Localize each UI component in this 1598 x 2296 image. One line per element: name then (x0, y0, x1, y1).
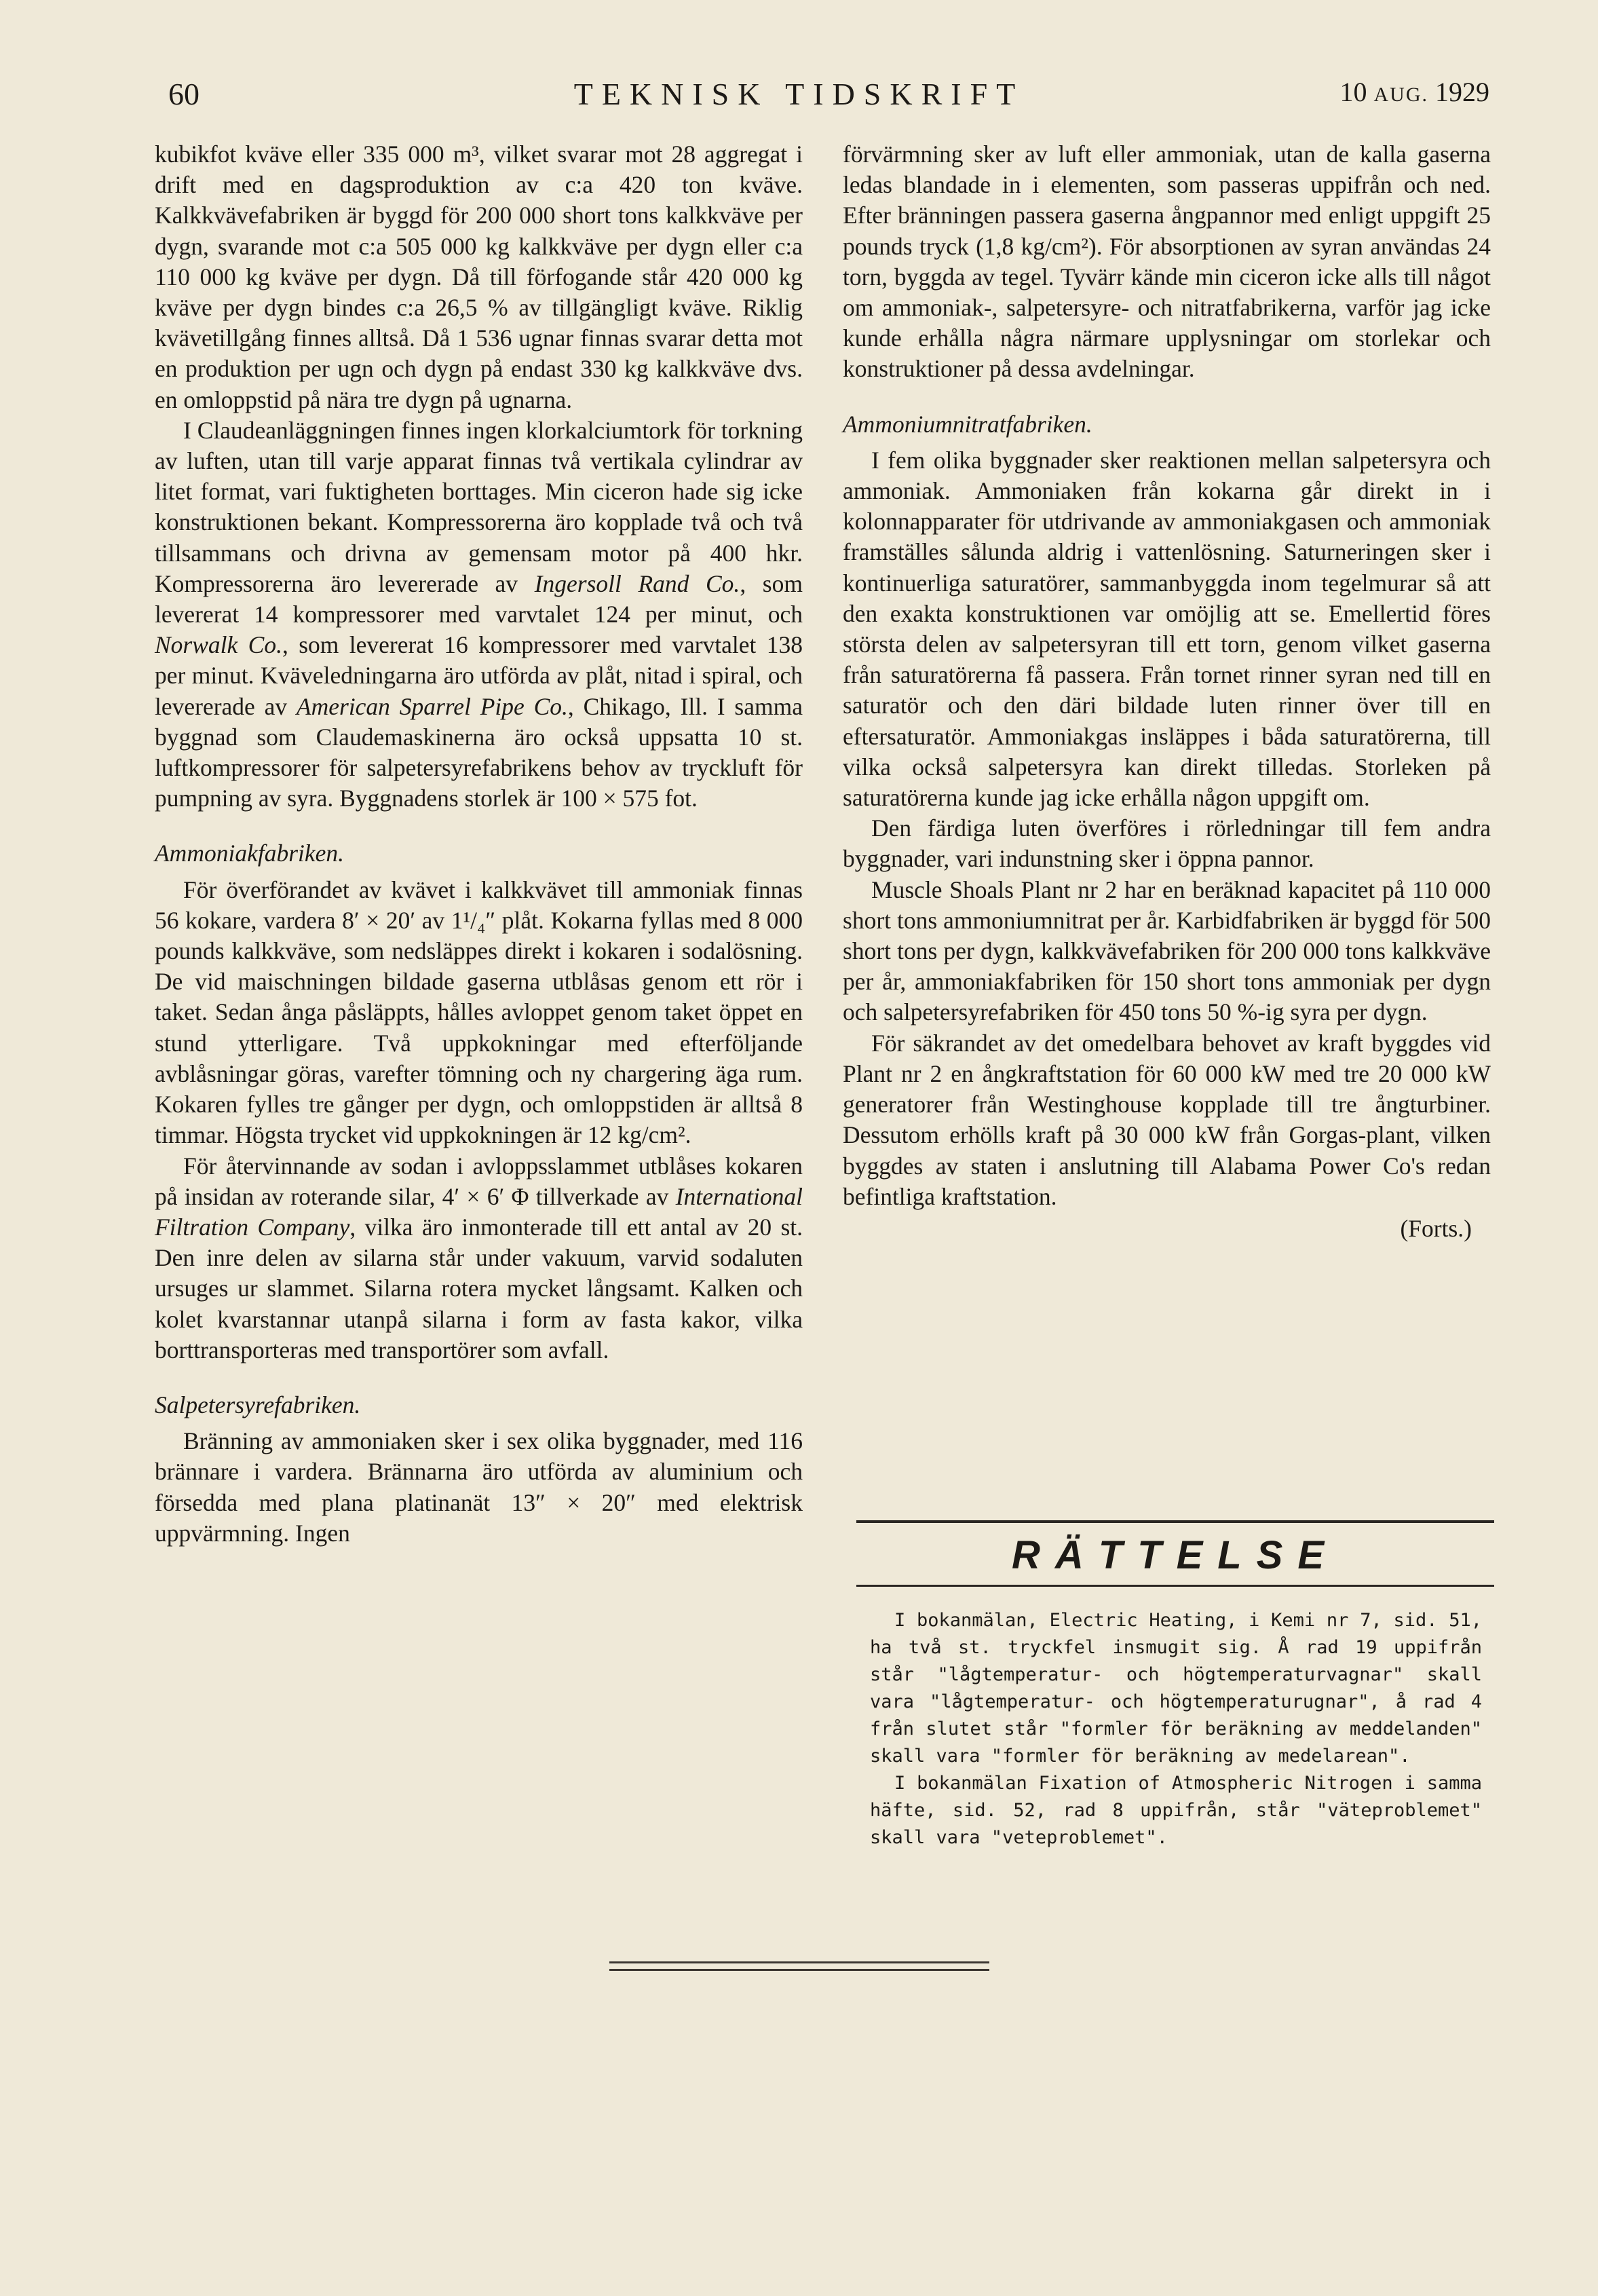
paragraph: I Claudeanläggningen finnes ingen klorkalciumtork för torkning av luften, utan till varje apparat finnas två vertikala cylindrar av litet format, vari fuktigheten borttages. Min ciceron hade sig icke konstruktionen bekant. Kompressorerna äro kopplade två och två tillsammans och drivna av gemensam motor på 400 hkr. Kompressorerna äro levererade av Ingersoll Rand Co., som levererat 14 kompressorer med varvtalet 124 per minut, och Norwalk Co., som levererat 16 kompressorer med varvtalet 138 per minut. Kväveledningarna äro utförda av plåt, nitad i spiral, och levererade av American Sparrel Pipe Co., Chikago, Ill. I samma byggnad som Claudemaskinerna äro också uppsatta 10 st. luftkompressorer för salpetersyrefabrikens behov av tryckluft för pumpning av syra. Byggnadens storlek är 100 × 575 fot. (155, 416, 803, 812)
left-column (155, 139, 803, 1549)
correction-body (856, 1607, 1494, 1851)
paragraph: Muscle Shoals Plant nr 2 har en beräknad kapacitet på 110 000 short tons ammoniumnitrat per år. Karbidfabriken är byggd för 500 short tons per dygn, kalkkvävefabriken för 200 000 tons kalkkväve per år, ammoniakfabriken för 150 short tons ammoniak per dygn och salpetersyrefabriken för 450 tons 50 %-ig syra per dygn. (843, 876, 1491, 1026)
page-number: 60 (168, 77, 199, 111)
paragraph: För återvinnande av sodan i avloppsslammet utblåses kokaren på insidan av roterande silar, 4′ × 6′ Φ tillverkade av International Filtration Company, vilka äro inmonterade till ett antal av 20 st. Den inre delen av silarna står under vakuum, varvid sodaluten ursuges ur slammet. Silarna rotera mycket långsamt. Kalken och kolet kvarstannar utanpå silarna i form av fasta kakor, vilka borttransporteras med transportörer som avfall. (155, 1152, 803, 1363)
issue-month: AUG. (1373, 83, 1428, 106)
divider (856, 1585, 1494, 1587)
paragraph: För överförandet av kvävet i kalkkvävet till ammoniak finnas 56 kokare, vardera 8′ × 20′ av 1¹/₄″ plåt. Kokarna fyllas med 8 000 pounds kalkkväve, som nedsläppes direkt i kokaren i sodalösning. De vid maischningen bildade gaserna utblåsas genom ett rör i taket. Sedan ånga påsläppts, hålles avloppet genom taket öppet en stund ytterligare. Två uppkokningar med efterföljande avblåsningar göras, varefter tömning och ny chargering äga rum. Kokaren fylles tre gånger per dygn, och omloppstiden är alltså 8 timmar. Högsta trycket vid uppkokningen är 12 kg/cm². (155, 876, 803, 1149)
divider (609, 1961, 989, 1963)
end-divider (609, 1961, 989, 1976)
issue-year: 1929 (1435, 77, 1489, 107)
issue-day: 10 (1339, 77, 1367, 107)
paragraph: kubikfot kväve eller 335 000 m³, vilket svarar mot 28 aggregat i drift med en dagsproduktion av c:a 420 ton kväve. Kalkkvävefabriken är byggd för 200 000 short tons kalkkväve per dygn, svarande mot c:a 505 000 kg kalkkväve per dygn eller c:a 110 000 kg kväve per dygn. Då till förfogande står 420 000 kg kväve per dygn bindes c:a 26,5 % av tillgängligt kväve. Riklig kvävetillgång finnes alltså. Då 1 536 ugnar finnas svarar detta mot en produktion per ugn och dygn på endast 330 kg kalkkväve dvs. en omloppstid på nära tre dygn på ugnarna. (155, 140, 803, 413)
paragraph: förvärmning sker av luft eller ammoniak, utan de kalla gaserna ledas blandade in i elementen, som passeras uppifrån och ned. Efter bränningen passera gaserna ångpannor med enligt uppgift 25 pounds tryck (1,8 kg/cm²). För absorptionen av syran användas 24 torn, byggda av tegel. Tyvärr kände min ciceron icke alls till något om ammoniak-, salpetersyre- och nitratfabrikerna, varför jag icke kunde erhålla några närmare upplysningar om storlekar och konstruktioner på dessa avdelningar. (843, 140, 1491, 383)
issue-date (1340, 76, 1490, 108)
section-heading: Ammoniakfabriken. (155, 840, 345, 867)
paragraph: Den färdiga luten överföres i rörledningar till fem andra byggnader, vari indunstning sker i öppna pannor. (843, 814, 1491, 873)
continued-note: (Forts.) (1400, 1214, 1472, 1242)
company-name: American Sparrel Pipe Co. (296, 692, 568, 720)
company-name: Norwalk Co. (155, 631, 282, 659)
paragraph: I bokanmälan, Electric Heating, i Kemi nr 7, sid. 51, ha två st. tryckfel insmugit sig. Å rad 19 uppifrån står "lågtemperatur- och högtemperaturvagnar" skall vara "lågtemperatur- och högtemperaturugnar", å rad 4 från slutet står "formler för beräkning av meddelanden" skall vara "formler för beräkning av medelarean". (870, 1610, 1482, 1767)
paragraph: I bokanmälan Fixation of Atmospheric Nitrogen i samma häfte, sid. 52, rad 8 uppifrån, står "väteproblemet" skall vara "veteproblemet". (870, 1773, 1482, 1848)
paragraph: För säkrandet av det omedelbara behovet av kraft byggdes vid Plant nr 2 en ångkraftstation för 60 000 kW med tre 20 000 kW generatorer från Westinghouse kopplade till tre ångturbiner. Dessutom erhölls kraft på 30 000 kW från Gorgas-plant, vilken byggdes av staten i anslutning till Alabama Power Co's redan befintliga kraftstation. (843, 1029, 1491, 1210)
paragraph: Bränning av ammoniaken sker i sex olika byggnader, med 116 brännare i vardera. Brännarna äro utförda av aluminium och försedda med plana platinanät 13″ × 20″ med elektrisk uppvärmning. Ingen (155, 1427, 803, 1547)
section-heading: Ammoniumnitratfabriken. (843, 410, 1092, 438)
divider (609, 1969, 989, 1971)
correction-title: RÄTTELSE (1011, 1533, 1339, 1577)
paragraph: I fem olika byggnader sker reaktionen mellan salpetersyra och ammoniak. Ammoniaken från kokarna går direkt in i kolonnapparater för utdrivande av ammoniakgasen och ammoniak framställes sålunda aldrig i vattenlösning. Saturneringen sker i kontinuerliga saturatörer, sammanbyggda inom tegelmurar så att den exakta konstruktionen var omöjlig att se. Emellertid föres största delen av salpetersyran till ett torn, genom vilket gaserna från saturatörerna få passera. Från tornet rinner syran ned till en saturatör och den däri bildade luten rinner över till en eftersaturatör. Ammoniakgas insläppes i båda saturatörerna, till vilka också salpetersyra kan direkt tilledas. Storleken på saturatörerna kunde jag icke erhålla någon uppgift om. (843, 446, 1491, 812)
company-name: International Filtration Company (155, 1182, 803, 1241)
page-header (0, 76, 1598, 124)
journal-title: TEKNISK TIDSKRIFT (573, 77, 1025, 111)
correction-box (856, 1520, 1494, 1851)
company-name: Ingersoll Rand Co. (534, 569, 740, 597)
section-heading: Salpetersyrefabriken. (155, 1391, 361, 1418)
divider (856, 1520, 1494, 1523)
right-column (843, 139, 1491, 1244)
